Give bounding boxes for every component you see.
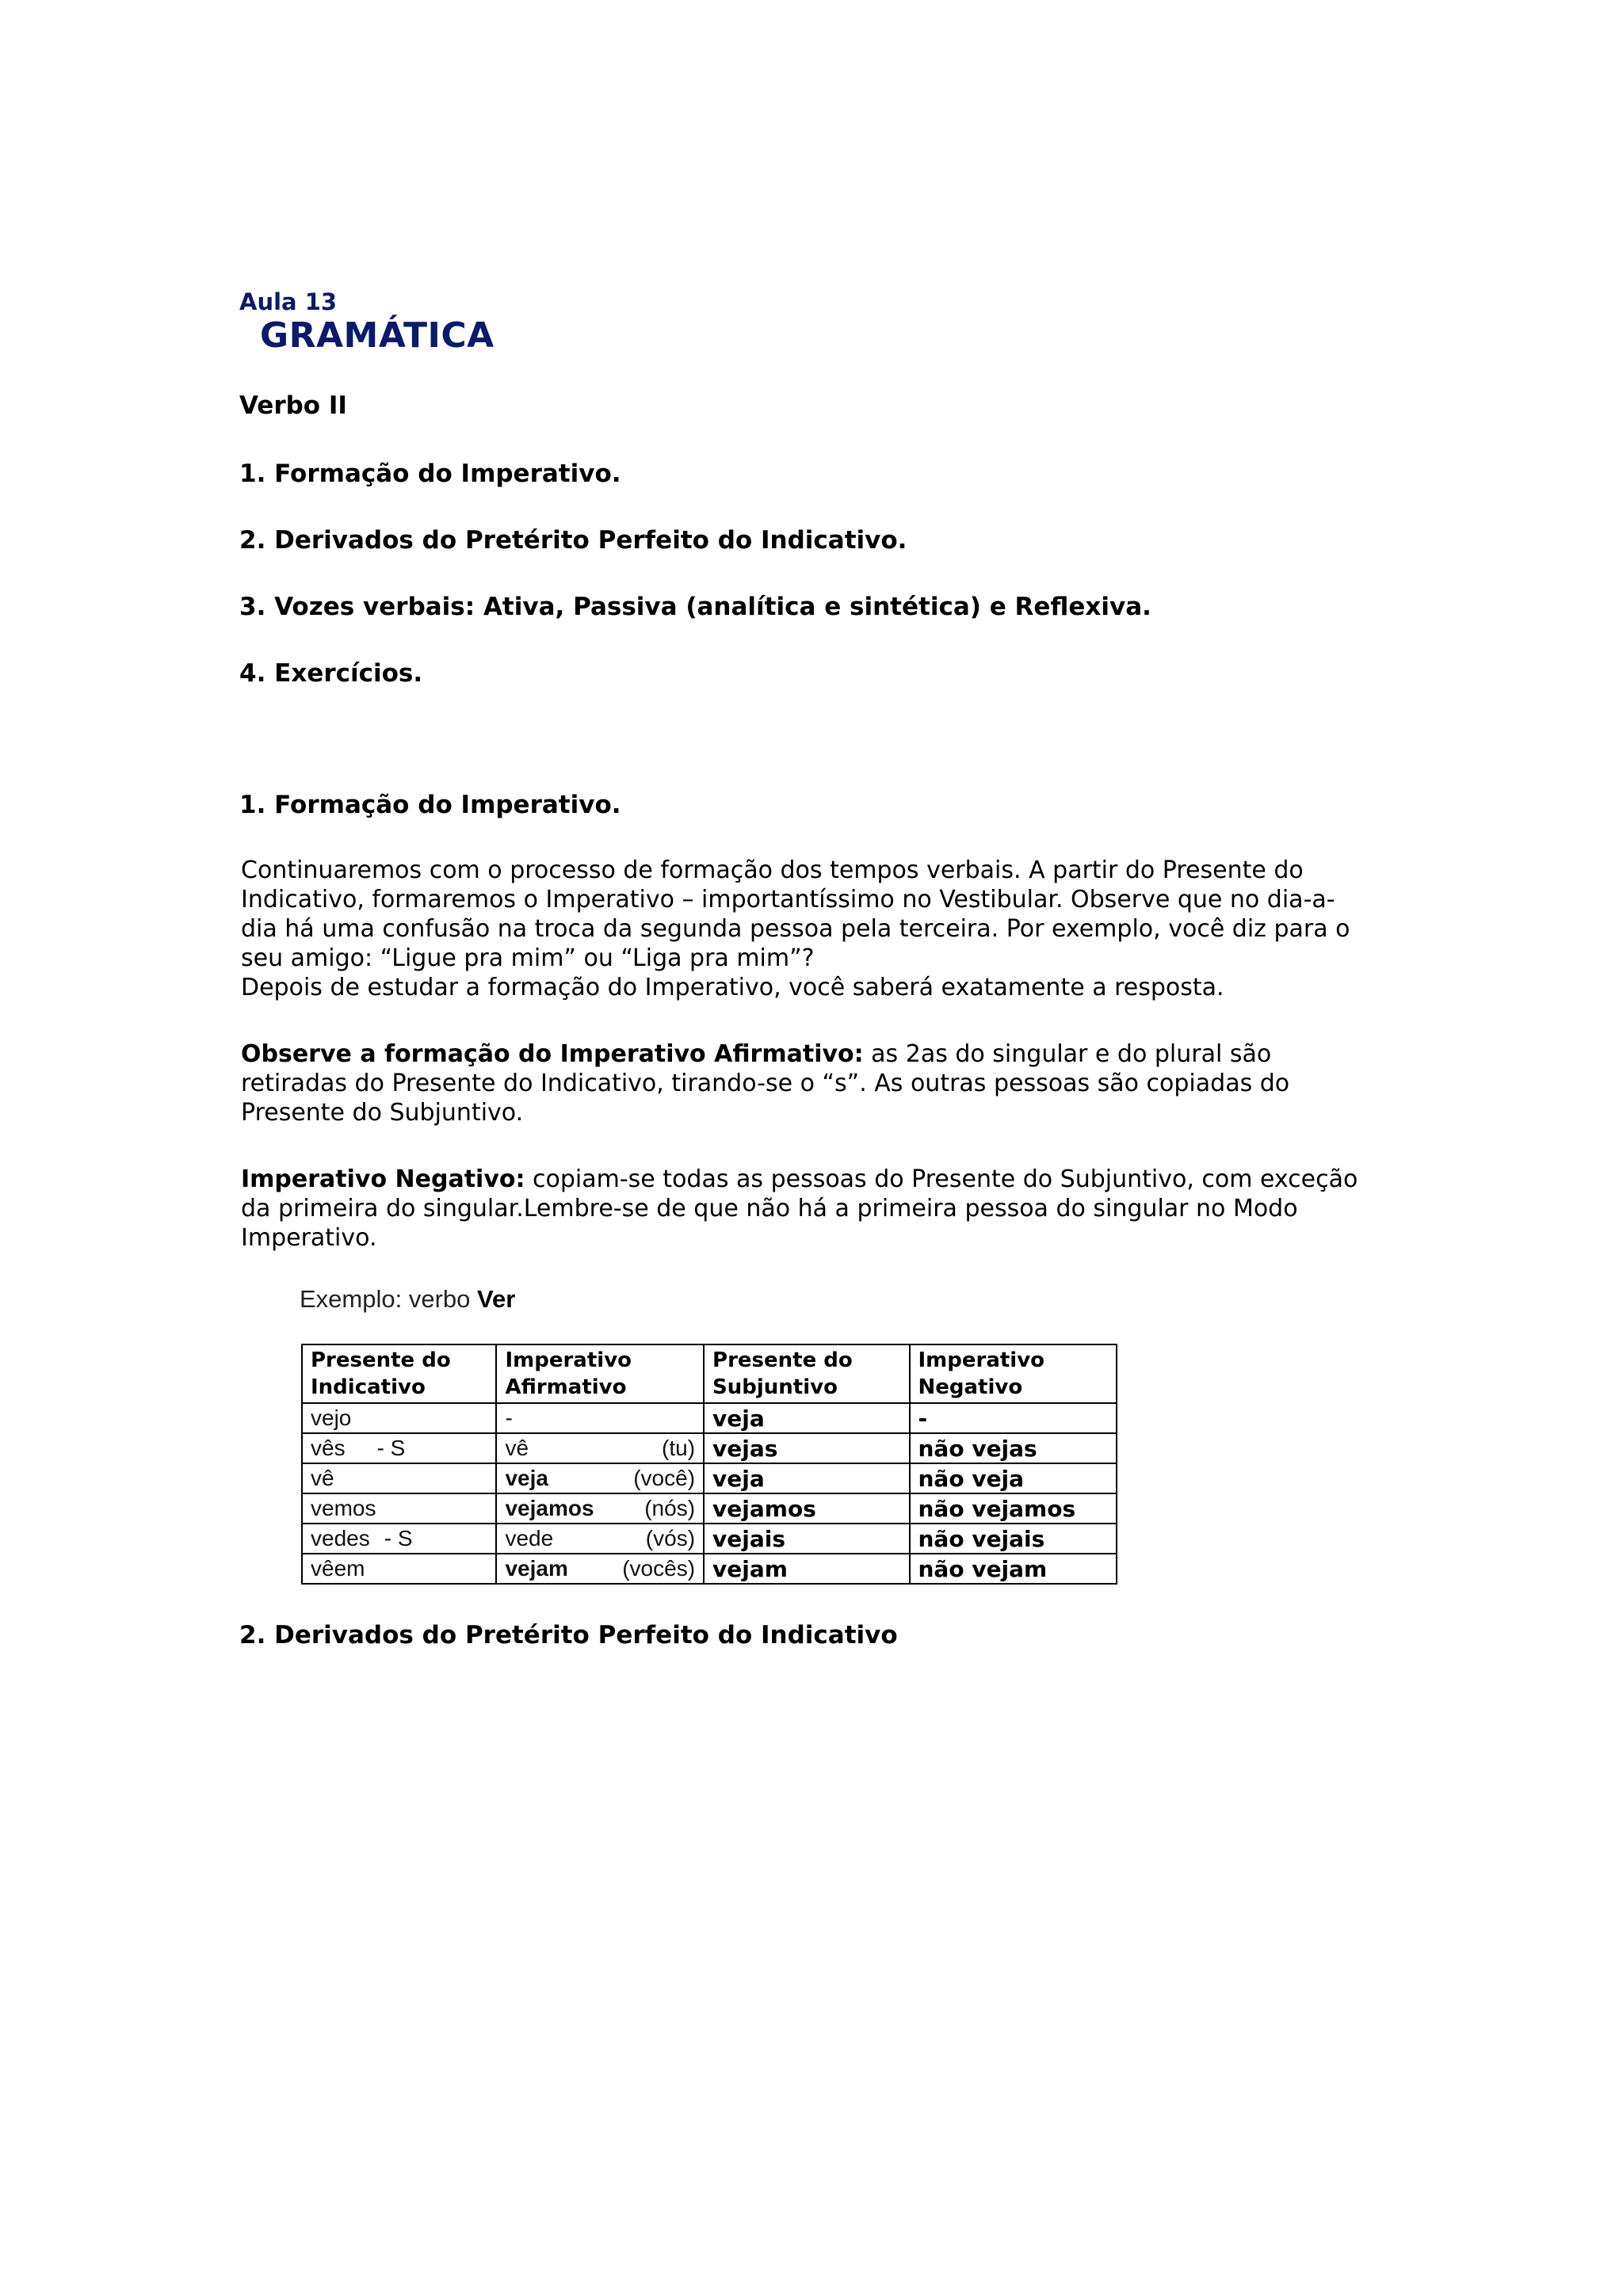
cell-afirmativo: veja (você) [496, 1463, 704, 1493]
negativo-text: copiam-se todas as pessoas do Presente do Subjuntivo, com exceção [525, 1165, 1358, 1193]
cell-negativo: não vejamos [910, 1493, 1117, 1524]
cell-negativo: não vejam [910, 1554, 1117, 1584]
cell-subjuntivo: vejam [704, 1554, 909, 1584]
section1-heading: 1. Formação do Imperativo. [239, 791, 621, 819]
outline-item-2: 2. Derivados do Pretérito Perfeito do Indicativo. [239, 526, 907, 555]
negativo-line: da primeira do singular.Lembre-se de que não há a primeira pessoa do singular no Modo [241, 1195, 1298, 1222]
afirmativo-line: Presente do Subjuntivo. [241, 1099, 524, 1127]
cell-afirmativo: vejamos (nós) [496, 1493, 704, 1524]
outline-item-4: 4. Exercícios. [239, 659, 423, 688]
cell-subjuntivo: veja [704, 1403, 909, 1433]
cell-indicativo: vêem [302, 1554, 496, 1584]
cell-afirmativo: vede (vós) [496, 1524, 704, 1554]
lesson-number: Aula 13 [239, 288, 338, 315]
negativo-line: Imperativo. [241, 1224, 377, 1252]
intro-line: Indicativo, formaremos o Imperativo – importantíssimo no Vestibular. Observe que no dia-a- [241, 886, 1335, 913]
cell-afirmativo: - [496, 1403, 704, 1433]
intro-line: dia há uma confusão na troca da segunda pessoa pela terceira. Por exemplo, você diz para o [241, 915, 1350, 943]
header-presente-subjuntivo: Presente do Subjuntivo [704, 1344, 909, 1403]
cell-afirmativo: vê (tu) [496, 1433, 704, 1463]
cell-subjuntivo: vejamos [704, 1493, 909, 1524]
cell-subjuntivo: vejais [704, 1524, 909, 1554]
header-imperativo-afirmativo: Imperativo Afirmativo [496, 1344, 704, 1403]
cell-indicativo: vês - S [302, 1433, 496, 1463]
afirmativo-paragraph [241, 1039, 1390, 1127]
negativo-paragraph [241, 1165, 1390, 1253]
intro-paragraph [241, 856, 1390, 1002]
intro-line: Continuaremos com o processo de formação dos tempos verbais. A partir do Presente do [241, 856, 1304, 884]
table-row [302, 1524, 1117, 1554]
example-label: Exemplo: verbo Ver [300, 1285, 516, 1313]
example-verb: Ver [477, 1285, 516, 1313]
intro-line: seu amigo: “Ligue pra mim” ou “Liga pra mim”? [241, 944, 815, 972]
afirmativo-line: retiradas do Presente do Indicativo, tirando-se o “s”. As outras pessoas são copiadas do [241, 1070, 1290, 1097]
cell-subjuntivo: vejas [704, 1433, 909, 1463]
outline-item-1: 1. Formação do Imperativo. [239, 460, 621, 488]
outline-item-3: 3. Vozes verbais: Ativa, Passiva (analítica e sintética) e Reflexiva. [239, 593, 1151, 621]
subject-title: GRAMÁTICA [260, 315, 495, 356]
cell-indicativo: vemos [302, 1493, 496, 1524]
cell-indicativo: vedes - S [302, 1524, 496, 1554]
cell-negativo: - [910, 1403, 1117, 1433]
conjugation-table [301, 1344, 1117, 1585]
cell-subjuntivo: veja [704, 1463, 909, 1493]
table-row [302, 1433, 1117, 1463]
table-header-row [302, 1344, 1117, 1403]
afirmativo-label: Observe a formação do Imperativo Afirmativo: [241, 1040, 864, 1068]
afirmativo-text: as 2as do singular e do plural são [863, 1040, 1272, 1068]
header-imperativo-negativo: Imperativo Negativo [910, 1344, 1117, 1403]
table-row [302, 1403, 1117, 1433]
cell-negativo: não veja [910, 1463, 1117, 1493]
intro-line: Depois de estudar a formação do Imperativo, você saberá exatamente a resposta. [241, 974, 1224, 1001]
topic-title: Verbo II [239, 391, 347, 420]
table-row [302, 1463, 1117, 1493]
cell-indicativo: vê [302, 1463, 496, 1493]
cell-indicativo: vejo [302, 1403, 496, 1433]
negativo-label: Imperativo Negativo: [241, 1165, 525, 1193]
cell-negativo: não vejas [910, 1433, 1117, 1463]
cell-negativo: não vejais [910, 1524, 1117, 1554]
cell-afirmativo: vejam (vocês) [496, 1554, 704, 1584]
table-row [302, 1554, 1117, 1584]
table-row [302, 1493, 1117, 1524]
section2-heading: 2. Derivados do Pretérito Perfeito do Indicativo [239, 1621, 898, 1650]
header-presente-indicativo: Presente do Indicativo [302, 1344, 496, 1403]
